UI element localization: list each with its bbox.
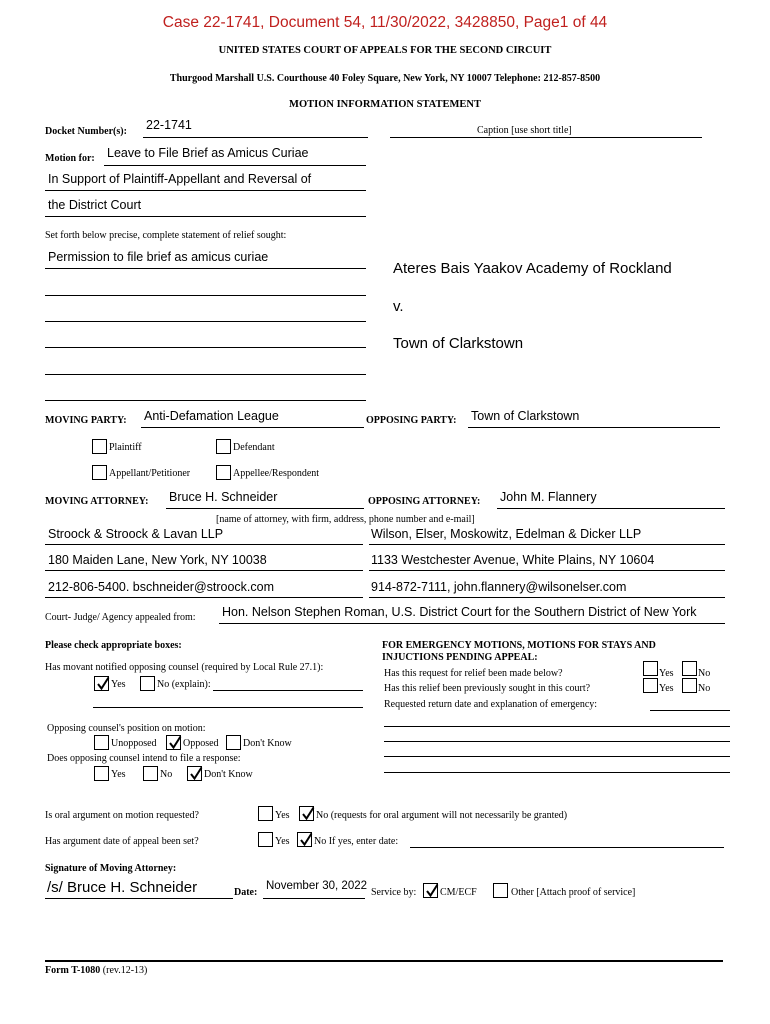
opposed-label: Opposed xyxy=(183,738,219,749)
notified-yes-label: Yes xyxy=(111,679,126,690)
opposing-address-field[interactable]: 1133 Westchester Avenue, White Plains, NY 10604 xyxy=(371,553,655,567)
made-below-no-label: No xyxy=(698,668,711,679)
appellant-checkbox[interactable] xyxy=(92,465,107,480)
date-yes-label: Yes xyxy=(275,836,290,847)
sought-yes-label: Yes xyxy=(659,683,674,694)
emergency-q3: Requested return date and explanation of emergency: xyxy=(384,699,598,710)
motion-line-2[interactable]: In Support of Plaintiff-Appellant and Reversal of xyxy=(48,172,312,186)
emergency-heading-1: FOR EMERGENCY MOTIONS, MOTIONS FOR STAYS AND xyxy=(382,640,656,651)
relief-label: Set forth below precise, complete statement of relief sought: xyxy=(45,230,287,241)
emergency-q1: Has this request for relief been made below? xyxy=(384,668,563,679)
argument-date-question: Has argument date of appeal been set? xyxy=(45,836,199,847)
caption-plaintiff: Ateres Bais Yaakov Academy of Rockland xyxy=(393,260,672,277)
plaintiff-checkbox[interactable] xyxy=(92,439,107,454)
court-judge-field[interactable]: Hon. Nelson Stephen Roman, U.S. District Court for the Southern District of New York xyxy=(222,605,697,619)
form-title: MOTION INFORMATION STATEMENT xyxy=(289,99,481,110)
notified-no-label: No (explain): xyxy=(157,679,211,690)
opposing-party-label: OPPOSING PARTY: xyxy=(366,415,457,426)
moving-attorney-label: MOVING ATTORNEY: xyxy=(45,496,149,507)
form-id: Form T-1080 xyxy=(45,965,101,976)
date-no-label: No If yes, enter date: xyxy=(314,836,399,847)
oral-yes-checkbox[interactable] xyxy=(258,806,273,821)
position-question: Opposing counsel's position on motion: xyxy=(47,723,206,734)
emergency-heading-2: INJUCTIONS PENDING APPEAL: xyxy=(382,652,538,663)
appellee-label: Appellee/Respondent xyxy=(233,468,320,479)
checkmark-icon xyxy=(96,676,110,691)
caption-versus: v. xyxy=(393,298,404,315)
response-no-checkbox[interactable] xyxy=(143,766,158,781)
date-label: Date: xyxy=(234,887,258,898)
opposing-firm-field[interactable]: Wilson, Elser, Moskowitz, Edelman & Dicker LLP xyxy=(371,527,642,541)
case-header: Case 22-1741, Document 54, 11/30/2022, 3428850, Page1 of 44 xyxy=(162,14,608,31)
response-dont-know-label: Don't Know xyxy=(204,769,253,780)
made-below-yes-checkbox[interactable] xyxy=(643,661,658,676)
motion-line-1[interactable]: Leave to File Brief as Amicus Curiae xyxy=(107,146,309,160)
date-field[interactable]: November 30, 2022 xyxy=(266,880,368,892)
signature-field[interactable]: /s/ Bruce H. Schneider xyxy=(47,879,198,896)
made-below-yes-label: Yes xyxy=(659,668,674,679)
unopposed-checkbox[interactable] xyxy=(94,735,109,750)
checkmark-icon xyxy=(189,766,203,781)
appellee-checkbox[interactable] xyxy=(216,465,231,480)
sought-no-label: No xyxy=(698,683,711,694)
response-dont-know-checkbox[interactable] xyxy=(187,766,202,781)
moving-contact-field[interactable]: 212-806-5400. bschneider@stroock.com xyxy=(48,580,275,594)
moving-attorney-field[interactable]: Bruce H. Schneider xyxy=(169,490,278,504)
response-no-label: No xyxy=(160,769,173,780)
docket-label: Docket Number(s): xyxy=(45,126,127,137)
motion-label: Motion for: xyxy=(45,153,95,164)
moving-party-field[interactable]: Anti-Defamation League xyxy=(144,409,279,423)
checkmark-icon xyxy=(425,883,439,898)
response-yes-checkbox[interactable] xyxy=(94,766,109,781)
notified-yes-checkbox[interactable] xyxy=(94,676,109,691)
service-label: Service by: xyxy=(371,887,417,898)
moving-address-field[interactable]: 180 Maiden Lane, New York, NY 10038 xyxy=(48,553,267,567)
check-heading: Please check appropriate boxes: xyxy=(45,640,182,651)
unopposed-label: Unopposed xyxy=(111,738,157,749)
sought-yes-checkbox[interactable] xyxy=(643,678,658,693)
response-question: Does opposing counsel intend to file a response: xyxy=(47,753,241,764)
notified-question: Has movant notified opposing counsel (required by Local Rule 27.1): xyxy=(45,662,324,673)
opposing-contact-field[interactable]: 914-872-7111, john.flannery@wilsonelser.com xyxy=(371,580,627,594)
moving-party-label: MOVING PARTY: xyxy=(45,415,127,426)
relief-field[interactable]: Permission to file brief as amicus curiae xyxy=(48,250,269,264)
checkmark-icon xyxy=(301,806,315,821)
emergency-q2: Has this relief been previously sought in this court? xyxy=(384,683,591,694)
other-service-label: Other [Attach proof of service] xyxy=(511,887,636,898)
sought-no-checkbox[interactable] xyxy=(682,678,697,693)
court-address: Thurgood Marshall U.S. Courthouse 40 Foley Square, New York, NY 10007 Telephone: 212-857-8500 xyxy=(169,73,601,84)
opposing-attorney-label: OPPOSING ATTORNEY: xyxy=(368,496,481,507)
made-below-no-checkbox[interactable] xyxy=(682,661,697,676)
other-service-checkbox[interactable] xyxy=(493,883,508,898)
signature-label: Signature of Moving Attorney: xyxy=(45,863,177,874)
opposed-checkbox[interactable] xyxy=(166,735,181,750)
defendant-checkbox[interactable] xyxy=(216,439,231,454)
dont-know-checkbox[interactable] xyxy=(226,735,241,750)
motion-line-3[interactable]: the District Court xyxy=(48,198,142,212)
caption-defendant: Town of Clarkstown xyxy=(393,335,524,352)
defendant-label: Defendant xyxy=(233,442,275,453)
response-yes-label: Yes xyxy=(111,769,126,780)
oral-no-checkbox[interactable] xyxy=(299,806,314,821)
cmecf-label: CM/ECF xyxy=(440,887,477,898)
dont-know-label: Don't Know xyxy=(243,738,292,749)
oral-yes-label: Yes xyxy=(275,810,290,821)
appellant-label: Appellant/Petitioner xyxy=(109,468,191,479)
caption-label: Caption [use short title] xyxy=(477,125,572,136)
notified-no-checkbox[interactable] xyxy=(140,676,155,691)
opposing-party-field[interactable]: Town of Clarkstown xyxy=(471,409,580,423)
court-judge-label: Court- Judge/ Agency appealed from: xyxy=(45,612,196,623)
cmecf-checkbox[interactable] xyxy=(423,883,438,898)
attorney-note: [name of attorney, with firm, address, phone number and e-mail] xyxy=(216,514,475,525)
form-number xyxy=(45,965,147,976)
date-yes-checkbox[interactable] xyxy=(258,832,273,847)
date-no-checkbox[interactable] xyxy=(297,832,312,847)
oral-no-label: No (requests for oral argument will not necessarily be granted) xyxy=(316,810,568,821)
opposing-attorney-field[interactable]: John M. Flannery xyxy=(500,490,597,504)
oral-question: Is oral argument on motion requested? xyxy=(45,810,199,821)
moving-firm-field[interactable]: Stroock & Stroock & Lavan LLP xyxy=(48,527,224,541)
checkmark-icon xyxy=(168,735,182,750)
checkmark-icon xyxy=(299,832,313,847)
form-revision: (rev.12-13) xyxy=(102,965,148,976)
plaintiff-label: Plaintiff xyxy=(109,442,142,453)
court-name: UNITED STATES COURT OF APPEALS FOR THE SECOND CIRCUIT xyxy=(218,45,552,56)
docket-number-field[interactable]: 22-1741 xyxy=(146,118,192,132)
